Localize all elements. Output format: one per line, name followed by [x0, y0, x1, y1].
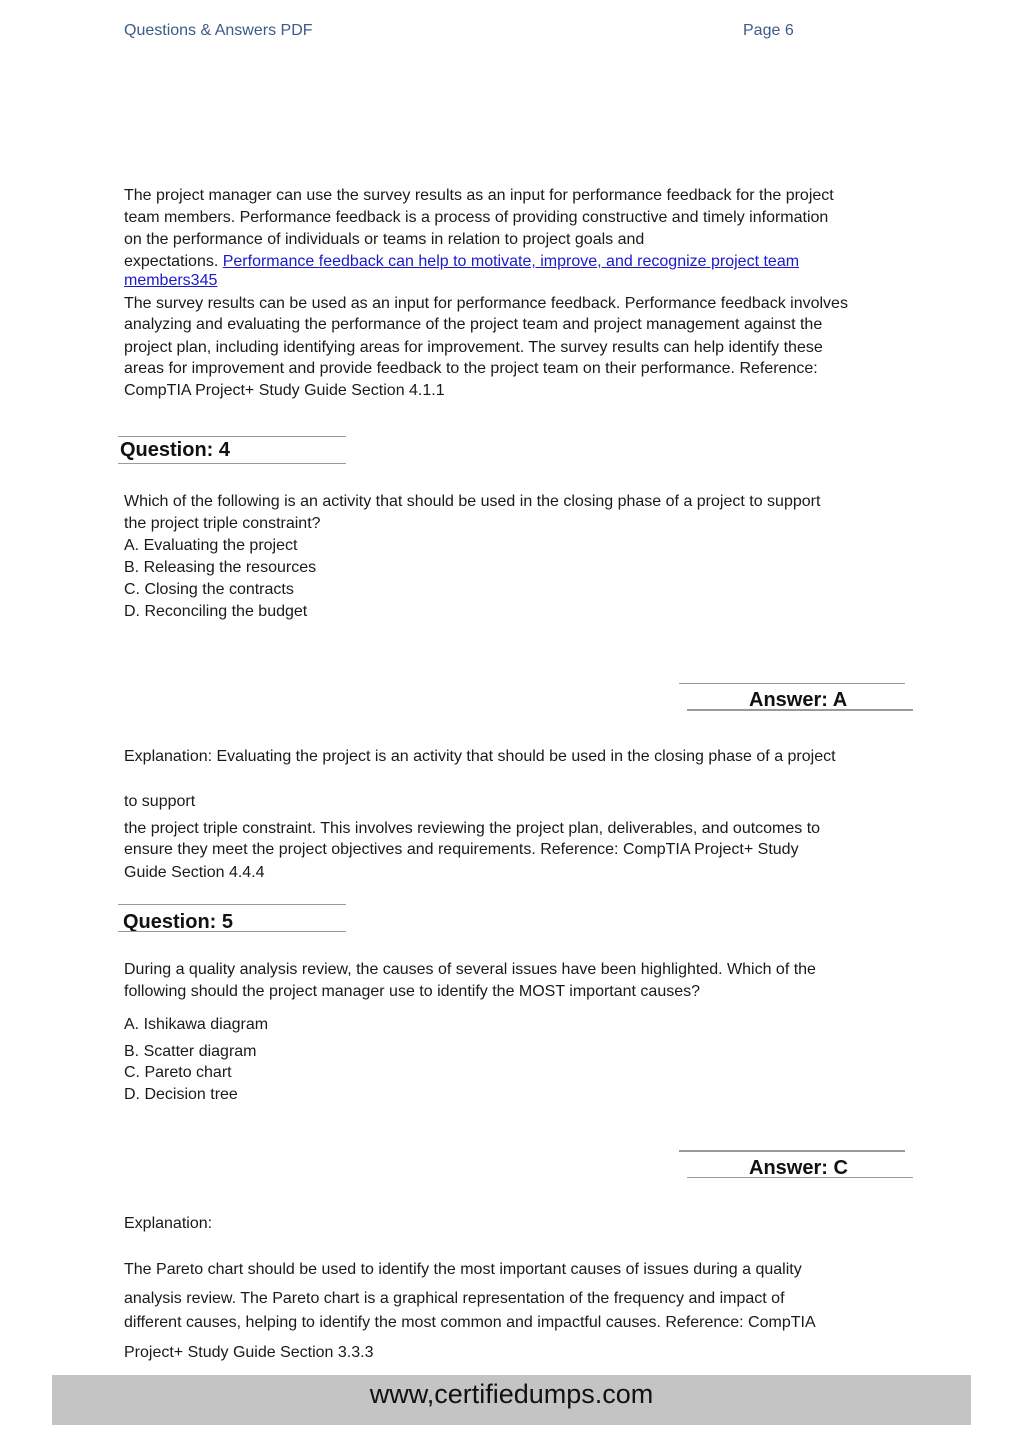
reference-link-continued[interactable]: members345	[124, 272, 218, 289]
option-c: C. Closing the contracts	[124, 581, 294, 598]
text-line: The project manager can use the survey results as an input for performance feedback for the project	[124, 187, 834, 204]
option-a: A. Evaluating the project	[124, 537, 298, 554]
option-c: C. Pareto chart	[124, 1064, 232, 1081]
explanation-label: Explanation:	[124, 1215, 213, 1232]
explanation-text: Explanation: Evaluating the project is an activity that should be used in the closing phase of a project	[124, 748, 836, 765]
explanation-text: to support	[124, 793, 196, 810]
divider	[687, 1177, 913, 1178]
answer-label: Answer: C	[749, 1157, 848, 1179]
question-text: Which of the following is an activity that should be used in the closing phase of a project to support	[124, 493, 821, 510]
question-text: the project triple constraint?	[124, 515, 321, 532]
divider	[679, 683, 905, 684]
explanation-text: Guide Section 4.4.4	[124, 864, 265, 881]
question-text: following should the project manager use to identify the MOST important causes?	[124, 983, 701, 1000]
question-5-heading: Question: 5	[123, 911, 234, 933]
text-line: CompTIA Project+ Study Guide Section 4.1.1	[124, 382, 445, 399]
text-line: areas for improvement and provide feedback to the project team on their performance. Reference:	[124, 360, 818, 377]
text-line: project plan, including identifying areas for improvement. The survey results can help identify these	[124, 339, 823, 356]
divider	[118, 904, 346, 905]
reference-link[interactable]: Performance feedback can help to motivate, improve, and recognize project team	[222, 253, 800, 270]
divider	[118, 436, 346, 437]
answer-label: Answer: A	[749, 689, 848, 711]
divider	[679, 1150, 905, 1152]
explanation-text: Project+ Study Guide Section 3.3.3	[124, 1344, 374, 1361]
text-line: team members. Performance feedback is a process of providing constructive and timely information	[124, 209, 829, 226]
option-b: B. Scatter diagram	[124, 1043, 257, 1060]
question-text: During a quality analysis review, the causes of several issues have been highlighted. Which of the	[124, 961, 816, 978]
divider	[687, 709, 913, 711]
text-prefix: expectations.	[124, 253, 223, 270]
header-title: Questions & Answers PDF	[124, 22, 313, 39]
option-d: D. Decision tree	[124, 1086, 238, 1103]
divider	[118, 931, 346, 932]
text-line	[124, 251, 799, 273]
page-number: Page 6	[743, 22, 794, 39]
explanation-text: analysis review. The Pareto chart is a graphical representation of the frequency and impact of	[124, 1290, 785, 1307]
footer-site-link[interactable]: www,certifiedumps.com	[369, 1379, 654, 1409]
explanation-text: the project triple constraint. This involves reviewing the project plan, deliverables, and outcomes to	[124, 820, 821, 837]
text-line: The survey results can be used as an input for performance feedback. Performance feedback involves	[124, 295, 848, 312]
divider	[118, 463, 346, 464]
question-4-heading: Question: 4	[120, 439, 231, 461]
option-b: B. Releasing the resources	[124, 559, 317, 576]
option-d: D. Reconciling the budget	[124, 603, 308, 620]
option-a: A. Ishikawa diagram	[124, 1016, 269, 1033]
explanation-text: different causes, helping to identify the most common and impactful causes. Reference: CompTIA	[124, 1314, 816, 1331]
text-line: on the performance of individuals or teams in relation to project goals and	[124, 231, 645, 248]
text-line: analyzing and evaluating the performance of the project team and project management against the	[124, 316, 823, 333]
footer-bar	[52, 1375, 971, 1425]
explanation-text: The Pareto chart should be used to identify the most important causes of issues during a quality	[124, 1261, 802, 1278]
explanation-text: ensure they meet the project objectives and requirements. Reference: CompTIA Project+ Study	[124, 841, 799, 858]
